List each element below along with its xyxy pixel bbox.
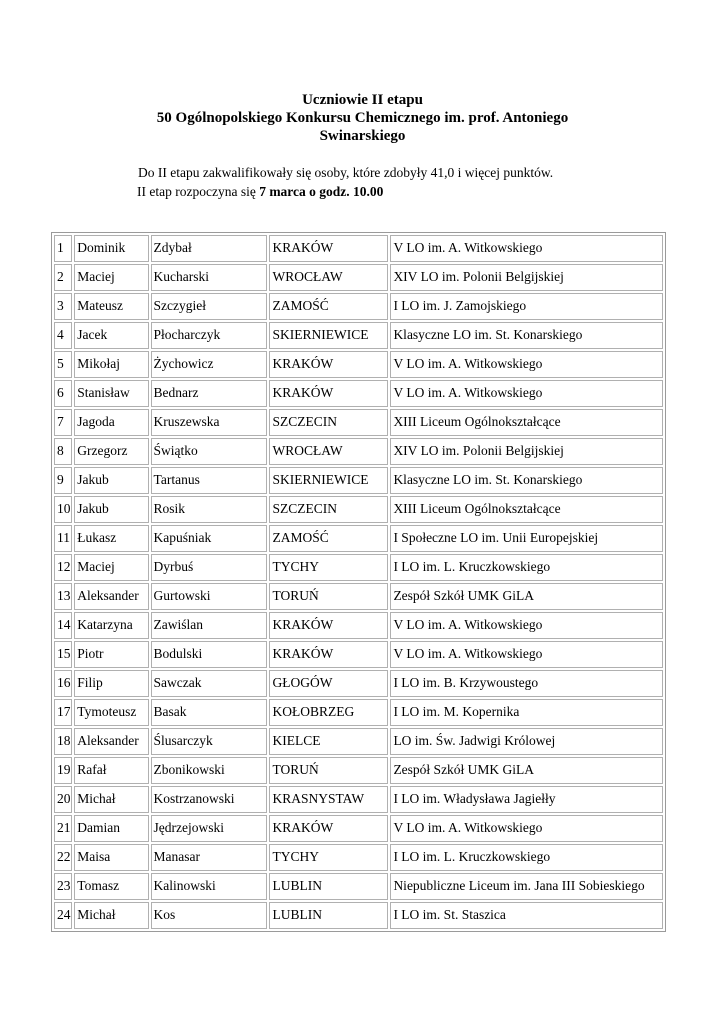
table-row <box>54 844 663 871</box>
table-row <box>54 351 663 378</box>
last-name-cell: Jędrzejowski <box>151 815 268 842</box>
school-cell: V LO im. A. Witkowskiego <box>390 380 663 407</box>
last-name-cell: Bodulski <box>151 641 268 668</box>
table-row <box>54 815 663 842</box>
row-number-cell: 3 <box>54 293 72 320</box>
last-name-cell: Bednarz <box>151 380 268 407</box>
row-number-cell: 20 <box>54 786 72 813</box>
students-table-body <box>54 235 663 929</box>
school-cell: XIII Liceum Ogólnokształcące <box>390 496 663 523</box>
first-name-cell: Jagoda <box>74 409 148 436</box>
city-cell: WROCŁAW <box>269 264 388 291</box>
first-name-cell: Michał <box>74 786 148 813</box>
row-number-cell: 21 <box>54 815 72 842</box>
school-cell: I LO im. Władysława Jagiełły <box>390 786 663 813</box>
row-number-cell: 5 <box>54 351 72 378</box>
first-name-cell: Tomasz <box>74 873 148 900</box>
last-name-cell: Kruszewska <box>151 409 268 436</box>
last-name-cell: Zawiślan <box>151 612 268 639</box>
qualification-note: Do II etapu zakwalifikowały się osoby, które zdobyły 41,0 i więcej punktów. <box>138 165 554 180</box>
city-cell: KRAKÓW <box>269 380 388 407</box>
table-row <box>54 641 663 668</box>
table-row <box>54 496 663 523</box>
first-name-cell: Maciej <box>74 264 148 291</box>
first-name-cell: Aleksander <box>74 583 148 610</box>
row-number-cell: 7 <box>54 409 72 436</box>
first-name-cell: Jakub <box>74 467 148 494</box>
first-name-cell: Mikołaj <box>74 351 148 378</box>
table-row <box>54 322 663 349</box>
table-row <box>54 380 663 407</box>
city-cell: WROCŁAW <box>269 438 388 465</box>
table-row <box>54 728 663 755</box>
first-name-cell: Rafał <box>74 757 148 784</box>
row-number-cell: 6 <box>54 380 72 407</box>
city-cell: TORUŃ <box>269 757 388 784</box>
row-number-cell: 13 <box>54 583 72 610</box>
row-number-cell: 11 <box>54 525 72 552</box>
row-number-cell: 12 <box>54 554 72 581</box>
school-cell: XIV LO im. Polonii Belgijskiej <box>390 264 663 291</box>
school-cell: LO im. Św. Jadwigi Królowej <box>390 728 663 755</box>
school-cell: XIV LO im. Polonii Belgijskiej <box>390 438 663 465</box>
row-number-cell: 4 <box>54 322 72 349</box>
table-row <box>54 902 663 929</box>
school-cell: XIII Liceum Ogólnokształcące <box>390 409 663 436</box>
city-cell: LUBLIN <box>269 873 388 900</box>
last-name-cell: Basak <box>151 699 268 726</box>
school-cell: Klasyczne LO im. St. Konarskiego <box>390 467 663 494</box>
table-row <box>54 525 663 552</box>
first-name-cell: Stanisław <box>74 380 148 407</box>
table-row <box>54 786 663 813</box>
city-cell: SZCZECIN <box>269 409 388 436</box>
last-name-cell: Żychowicz <box>151 351 268 378</box>
first-name-cell: Aleksander <box>74 728 148 755</box>
row-number-cell: 9 <box>54 467 72 494</box>
last-name-cell: Kucharski <box>151 264 268 291</box>
row-number-cell: 2 <box>54 264 72 291</box>
start-note <box>137 183 383 201</box>
table-row <box>54 554 663 581</box>
school-cell: I LO im. B. Krzywoustego <box>390 670 663 697</box>
city-cell: KRAKÓW <box>269 351 388 378</box>
first-name-cell: Katarzyna <box>74 612 148 639</box>
city-cell: KRAKÓW <box>269 612 388 639</box>
table-row <box>54 670 663 697</box>
first-name-cell: Damian <box>74 815 148 842</box>
first-name-cell: Jacek <box>74 322 148 349</box>
first-name-cell: Dominik <box>74 235 148 262</box>
first-name-cell: Filip <box>74 670 148 697</box>
school-cell: I LO im. L. Kruczkowskiego <box>390 554 663 581</box>
table-row <box>54 409 663 436</box>
table-row <box>54 264 663 291</box>
city-cell: GŁOGÓW <box>269 670 388 697</box>
last-name-cell: Kostrzanowski <box>151 786 268 813</box>
city-cell: KRAKÓW <box>269 235 388 262</box>
row-number-cell: 24 <box>54 902 72 929</box>
table-row <box>54 583 663 610</box>
city-cell: KRAKÓW <box>269 815 388 842</box>
last-name-cell: Płocharczyk <box>151 322 268 349</box>
school-cell: Klasyczne LO im. St. Konarskiego <box>390 322 663 349</box>
school-cell: V LO im. A. Witkowskiego <box>390 612 663 639</box>
city-cell: ZAMOŚĆ <box>269 525 388 552</box>
first-name-cell: Mateusz <box>74 293 148 320</box>
last-name-cell: Kalinowski <box>151 873 268 900</box>
school-cell: I LO im. J. Zamojskiego <box>390 293 663 320</box>
first-name-cell: Maisa <box>74 844 148 871</box>
last-name-cell: Kos <box>151 902 268 929</box>
row-number-cell: 1 <box>54 235 72 262</box>
row-number-cell: 22 <box>54 844 72 871</box>
table-row <box>54 612 663 639</box>
row-number-cell: 19 <box>54 757 72 784</box>
row-number-cell: 18 <box>54 728 72 755</box>
table-row <box>54 757 663 784</box>
first-name-cell: Michał <box>74 902 148 929</box>
last-name-cell: Zbonikowski <box>151 757 268 784</box>
row-number-cell: 14 <box>54 612 72 639</box>
start-note-prefix: II etap rozpoczyna się <box>137 184 260 199</box>
row-number-cell: 23 <box>54 873 72 900</box>
last-name-cell: Rosik <box>151 496 268 523</box>
city-cell: KRASNYSTAW <box>269 786 388 813</box>
document-subtitle: 50 Ogólnopolskiego Konkursu Chemicznego im. prof. Antoniego <box>156 110 569 126</box>
city-cell: ZAMOŚĆ <box>269 293 388 320</box>
last-name-cell: Sawczak <box>151 670 268 697</box>
table-row <box>54 699 663 726</box>
school-cell: V LO im. A. Witkowskiego <box>390 641 663 668</box>
school-cell: Niepubliczne Liceum im. Jana III Sobieskiego <box>390 873 663 900</box>
table-row <box>54 467 663 494</box>
city-cell: SKIERNIEWICE <box>269 322 388 349</box>
table-row <box>54 293 663 320</box>
first-name-cell: Grzegorz <box>74 438 148 465</box>
first-name-cell: Tymoteusz <box>74 699 148 726</box>
table-row <box>54 873 663 900</box>
school-cell: I Społeczne LO im. Unii Europejskiej <box>390 525 663 552</box>
first-name-cell: Jakub <box>74 496 148 523</box>
document-title: Uczniowie II etapu <box>302 92 423 108</box>
city-cell: LUBLIN <box>269 902 388 929</box>
city-cell: SKIERNIEWICE <box>269 467 388 494</box>
first-name-cell: Łukasz <box>74 525 148 552</box>
school-cell: I LO im. M. Kopernika <box>390 699 663 726</box>
last-name-cell: Dyrbuś <box>151 554 268 581</box>
students-table <box>51 232 666 932</box>
school-cell: V LO im. A. Witkowskiego <box>390 351 663 378</box>
school-cell: I LO im. St. Staszica <box>390 902 663 929</box>
last-name-cell: Świątko <box>151 438 268 465</box>
city-cell: KRAKÓW <box>269 641 388 668</box>
row-number-cell: 8 <box>54 438 72 465</box>
city-cell: KOŁOBRZEG <box>269 699 388 726</box>
row-number-cell: 17 <box>54 699 72 726</box>
school-cell: I LO im. L. Kruczkowskiego <box>390 844 663 871</box>
last-name-cell: Ślusarczyk <box>151 728 268 755</box>
row-number-cell: 10 <box>54 496 72 523</box>
row-number-cell: 16 <box>54 670 72 697</box>
document-subtitle-cont: Swinarskiego <box>319 128 406 144</box>
last-name-cell: Manasar <box>151 844 268 871</box>
school-cell: V LO im. A. Witkowskiego <box>390 815 663 842</box>
table-row <box>54 438 663 465</box>
city-cell: TYCHY <box>269 554 388 581</box>
city-cell: KIELCE <box>269 728 388 755</box>
first-name-cell: Maciej <box>74 554 148 581</box>
last-name-cell: Szczygieł <box>151 293 268 320</box>
school-cell: Zespół Szkół UMK GiLA <box>390 757 663 784</box>
school-cell: V LO im. A. Witkowskiego <box>390 235 663 262</box>
city-cell: TORUŃ <box>269 583 388 610</box>
row-number-cell: 15 <box>54 641 72 668</box>
table-row <box>54 235 663 262</box>
last-name-cell: Gurtowski <box>151 583 268 610</box>
city-cell: TYCHY <box>269 844 388 871</box>
last-name-cell: Tartanus <box>151 467 268 494</box>
last-name-cell: Kapuśniak <box>151 525 268 552</box>
last-name-cell: Zdybał <box>151 235 268 262</box>
school-cell: Zespół Szkół UMK GiLA <box>390 583 663 610</box>
city-cell: SZCZECIN <box>269 496 388 523</box>
first-name-cell: Piotr <box>74 641 148 668</box>
start-note-date: 7 marca o godz. 10.00 <box>259 184 384 199</box>
